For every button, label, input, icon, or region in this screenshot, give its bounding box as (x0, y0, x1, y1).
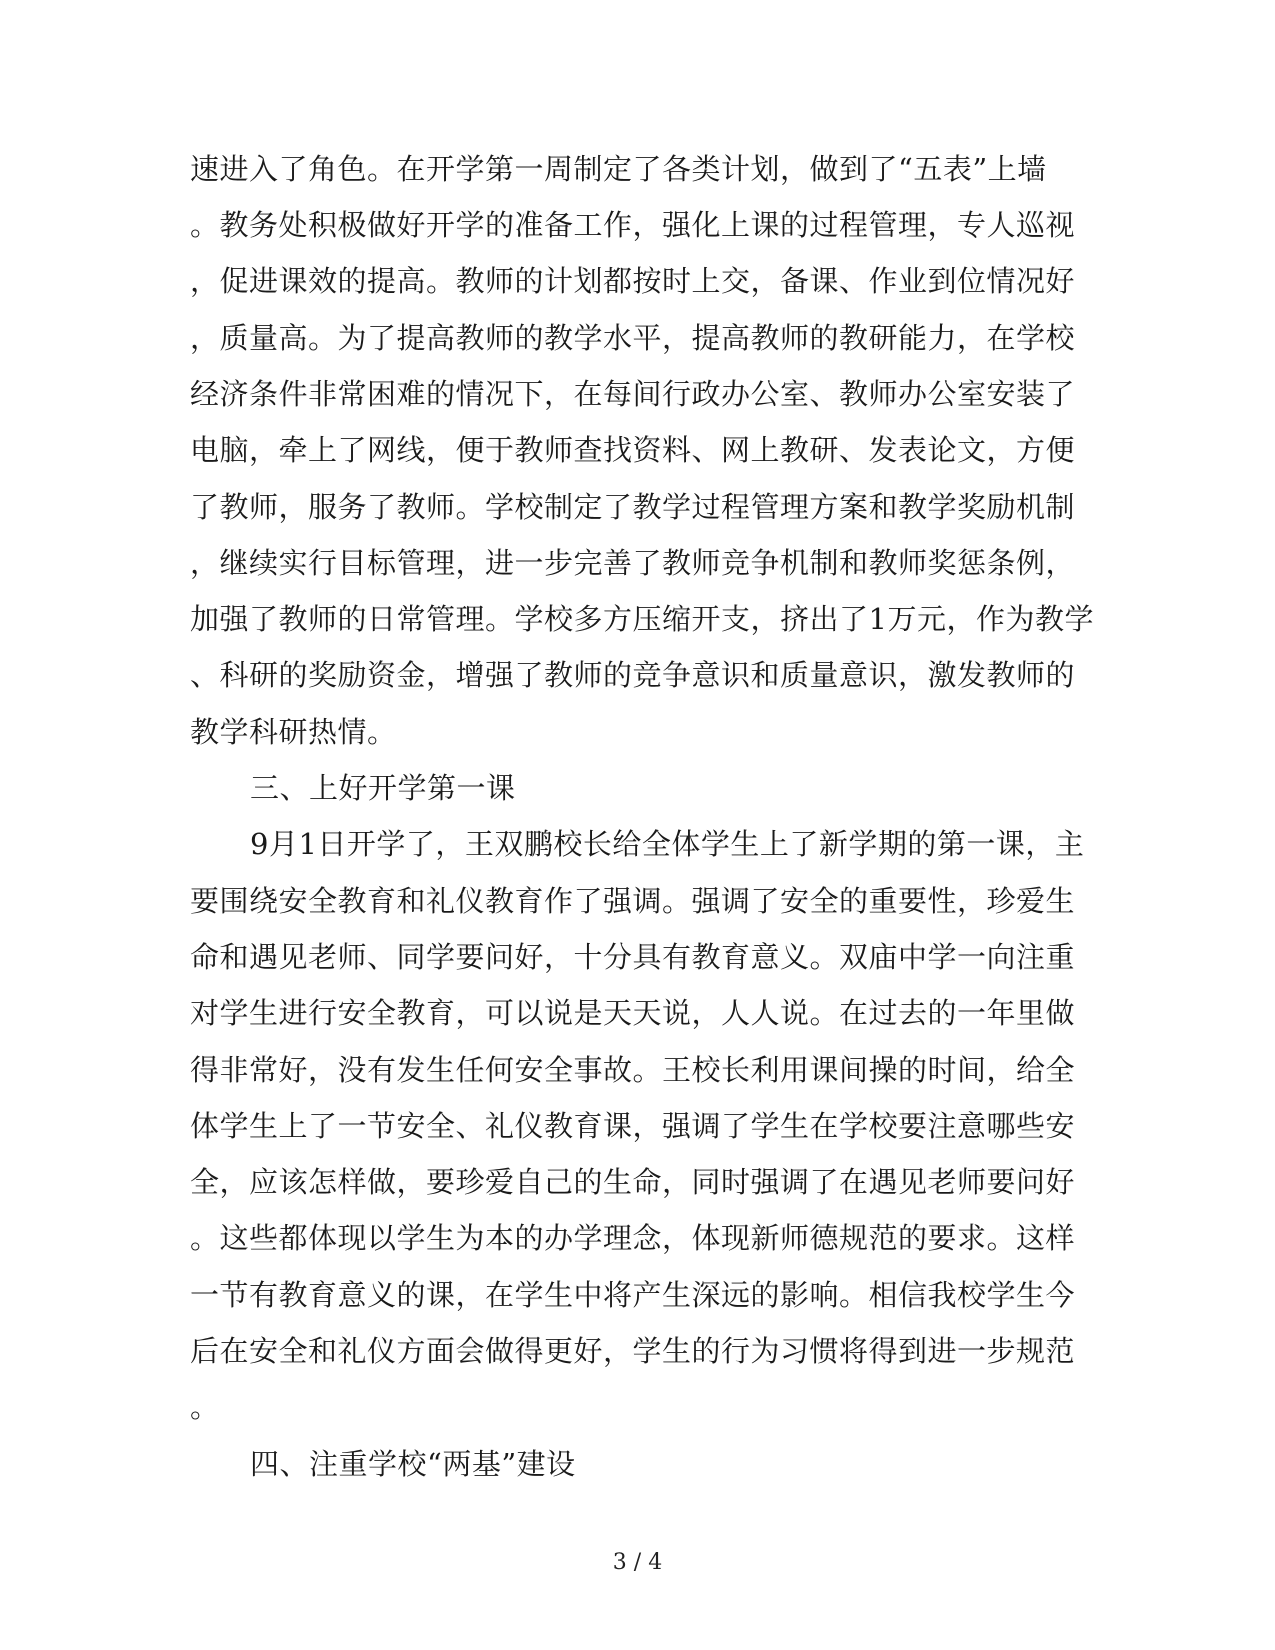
body-line: 一节有教育意义的课，在学生中将产生深远的影响。相信我校学生今 (190, 1278, 1076, 1312)
page-number: 3 / 4 (612, 1550, 663, 1575)
section-heading: 三、上好开学第一课 (250, 771, 516, 805)
body-line: 。教务处积极做好开学的准备工作，强化上课的过程管理，专人巡视 (190, 208, 1076, 242)
body-line: 加强了教师的日常管理。学校多方压缩开支，挤出了1万元，作为教学 (190, 602, 1094, 636)
body-line: ，继续实行目标管理，进一步完善了教师竞争机制和教师奖惩条例， (190, 546, 1076, 580)
body-line: 经济条件非常困难的情况下，在每间行政办公室、教师办公室安装了 (190, 377, 1076, 411)
body-line: 电脑，牵上了网线，便于教师查找资料、网上教研、发表论文，方便 (190, 433, 1076, 467)
body-line: 了教师，服务了教师。学校制定了教学过程管理方案和教学奖励机制 (190, 490, 1076, 524)
body-line: 得非常好，没有发生任何安全事故。王校长利用课间操的时间，给全 (190, 1053, 1076, 1087)
body-line: 命和遇见老师、同学要问好，十分具有教育意义。双庙中学一向注重 (190, 940, 1076, 974)
body-line: 要围绕安全教育和礼仪教育作了强调。强调了安全的重要性，珍爱生 (190, 884, 1076, 918)
section-heading: 四、注重学校“两基”建设 (250, 1447, 576, 1481)
body-line: ，促进课效的提高。教师的计划都按时上交，备课、作业到位情况好 (190, 264, 1076, 298)
body-line: 教学科研热情。 (190, 715, 397, 749)
body-line: 9月1日开学了，王双鹏校长给全体学生上了新学期的第一课，主 (250, 827, 1085, 861)
body-line: 速进入了角色。在开学第一周制定了各类计划，做到了“五表”上墙 (190, 152, 1047, 186)
body-line: 、科研的奖励资金，增强了教师的竞争意识和质量意识，激发教师的 (190, 658, 1076, 692)
body-line: 体学生上了一节安全、礼仪教育课，强调了学生在学校要注意哪些安 (190, 1109, 1076, 1143)
body-line: 。 (190, 1390, 220, 1424)
body-line: 全，应该怎样做，要珍爱自己的生命，同时强调了在遇见老师要问好 (190, 1165, 1076, 1199)
body-line: 对学生进行安全教育，可以说是天天说，人人说。在过去的一年里做 (190, 996, 1076, 1030)
body-line: 后在安全和礼仪方面会做得更好，学生的行为习惯将得到进一步规范 (190, 1334, 1076, 1368)
body-line: 。这些都体现以学生为本的办学理念，体现新师德规范的要求。这样 (190, 1221, 1076, 1255)
body-line: ，质量高。为了提高教师的教学水平，提高教师的教研能力，在学校 (190, 321, 1076, 355)
